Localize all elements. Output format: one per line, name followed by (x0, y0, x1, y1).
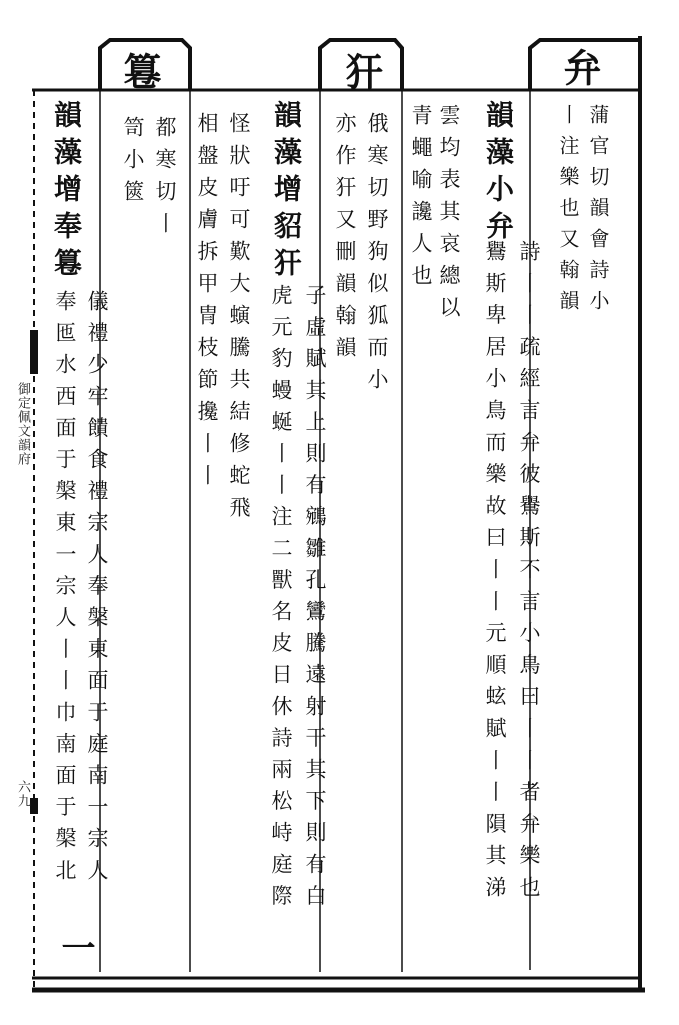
text-feng-suan-line-1: 儀禮少牢饋食禮宗人奉槃東面于庭南一宗人 (85, 290, 109, 891)
text-diao-an-line-2: 虎元豹蟃蜒丨丨注二獸名皮日休詩兩松峙庭際 (269, 284, 293, 916)
text-suan-line-2: 笥小篋 (121, 116, 145, 212)
headword-pan: 弁 (557, 48, 602, 88)
heading-xiao-pan: 韻藻小弁 (482, 100, 515, 248)
text-an-line-2: 亦作犴又刪韻翰韻 (333, 112, 357, 368)
headword-an: 犴 (339, 52, 384, 92)
text-qing-ying-line-2: 青蠅喻讒人也 (409, 104, 433, 296)
text-diao-an-line-1: 子虛賦其上則有鵷雛孔鸞騰遠射干其下則有白 (303, 284, 327, 916)
text-diao-an-line-3: 怪狀吁可歎大螾騰共結修蛇飛 (227, 112, 251, 528)
book-title: 御定佩文韻府 (15, 382, 30, 466)
text-xiao-pan-line-2: 鸒斯卑居小鳥而樂故曰丨丨元順蚿賦丨丨隕其涕 (483, 240, 507, 908)
heading-diao-an: 韻藻增貂犴 (270, 100, 303, 285)
text-diao-an-line-4: 相盤皮膚拆甲冑枝節攙丨丨 (195, 112, 219, 496)
headword-suan: 篹 (117, 52, 162, 92)
end-mark: 一 (55, 930, 95, 964)
page-number: 六九 (15, 780, 30, 808)
text-an-line-1: 俄寒切野狗似狐而小 (365, 112, 389, 400)
text-xiao-pan-line-1: 詩丨丨疏經言弁彼鸒斯不言小鳥曰丨丨者弁樂也 (517, 240, 541, 908)
text-feng-suan-line-2: 奉匜水西面于槃東一宗人丨丨巾南面于槃北 (53, 290, 77, 891)
gloss-pan-line-1: 蒲官切韻會詩小 (586, 104, 610, 321)
gloss-pan-line-2: 丨注樂也又翰韻 (556, 104, 580, 321)
heading-feng-suan: 韻藻增奉篹 (50, 100, 83, 285)
text-suan-line-1: 都寒切丨 (153, 116, 177, 244)
text-qing-ying-line-1: 雲均表其哀總以 (437, 104, 461, 328)
